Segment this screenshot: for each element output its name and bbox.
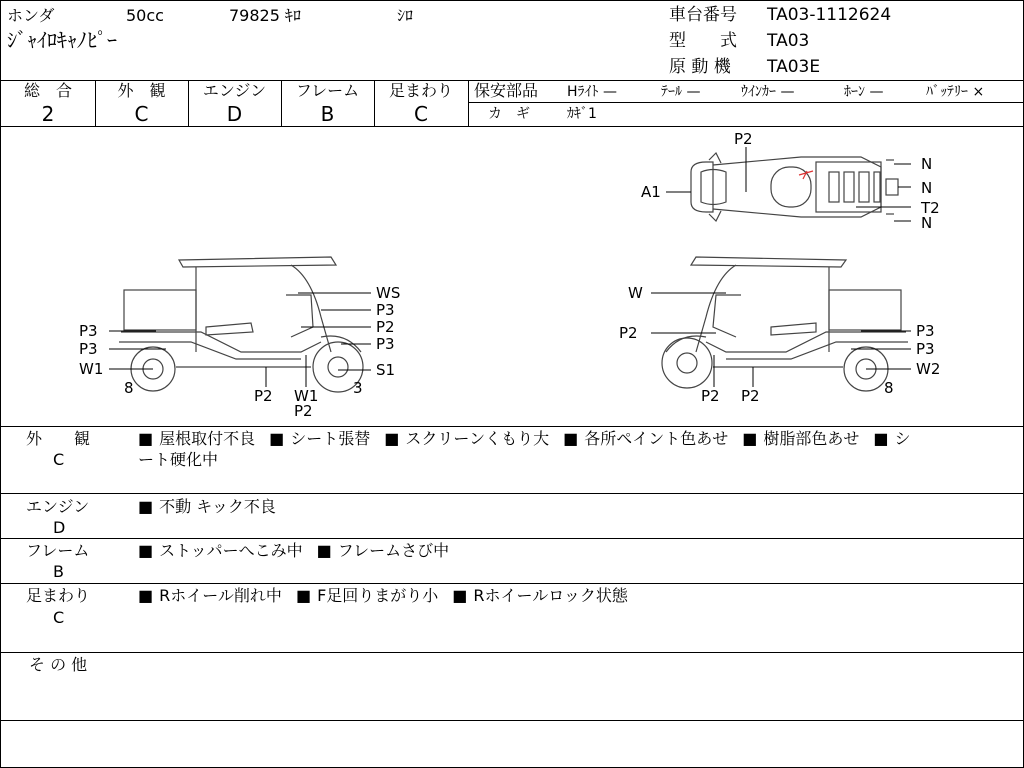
- safety-winker: ｳｲﾝｶｰ —: [741, 84, 795, 100]
- note-suspension-title: 足まわり: [26, 586, 91, 605]
- divider: [468, 102, 1024, 103]
- grade-frame-value: B: [320, 102, 335, 126]
- divider: [1, 720, 1024, 721]
- label-right-8: 8: [884, 379, 894, 397]
- grade-engine-label: エンジン: [202, 81, 267, 100]
- type-value: TA03: [767, 31, 810, 51]
- grade-exterior-value: C: [134, 102, 149, 126]
- note-item: ■ 不動 キック不良: [138, 497, 276, 516]
- note-item: ■ フレームさび中: [317, 541, 450, 560]
- grade-suspension-label: 足まわり: [388, 81, 453, 100]
- label-top-p2: P2: [734, 130, 753, 148]
- grade-engine-value: D: [226, 102, 243, 126]
- divider: [1, 538, 1024, 539]
- label-right-p3a: P3: [916, 322, 935, 340]
- divider: [1, 583, 1024, 584]
- label-right-p2b: P2: [701, 387, 720, 405]
- grade-suspension-value: C: [414, 102, 428, 126]
- label-top-n3: N: [921, 214, 933, 232]
- note-item: ■ 屋根取付不良: [138, 429, 255, 448]
- note-item: ■ Rホイール削れ中: [138, 586, 282, 605]
- divider: [468, 80, 469, 126]
- note-exterior-continuation: ート硬化中: [138, 450, 219, 469]
- label-left-p3b: P3: [376, 335, 395, 353]
- label-right-w2: W2: [916, 360, 941, 378]
- label-left-p3c: P3: [79, 322, 98, 340]
- label-top-n1: N: [921, 155, 933, 173]
- engine-model: TA03E: [767, 57, 821, 77]
- top-view: [691, 153, 898, 221]
- label-top-a1: A1: [641, 183, 661, 201]
- divider: [1, 493, 1024, 494]
- note-item: ■ Rホイールロック状態: [452, 586, 628, 605]
- note-item: ■ シ: [873, 429, 910, 448]
- label-left-p2b: P2: [254, 387, 273, 405]
- note-frame-title: フレーム: [26, 541, 90, 560]
- chassis-label: 車台番号: [669, 5, 737, 25]
- label-right-w: W: [628, 284, 643, 302]
- label-right-p2: P2: [619, 324, 638, 342]
- label-left-8: 8: [124, 379, 134, 397]
- key-label: カ ギ: [488, 106, 530, 122]
- grade-overall-value: 2: [41, 102, 55, 126]
- mileage: 79825 ｷﾛ: [229, 6, 301, 25]
- safety-taillight: ﾃｰﾙ —: [661, 84, 701, 100]
- displacement: 50cc: [126, 6, 164, 25]
- label-left-p2: P2: [376, 318, 395, 336]
- label-left-ws: WS: [376, 284, 401, 302]
- note-exterior-title: 外 観: [26, 429, 91, 448]
- key-value: ｶｷﾞ1: [567, 106, 597, 122]
- grade-overall-label: 総 合: [23, 81, 72, 100]
- note-exterior-items: [138, 428, 925, 450]
- note-engine-title: エンジン: [26, 497, 90, 516]
- safety-title: 保安部品: [474, 81, 539, 100]
- model-name: ｼﾞｬｲﾛｷｬﾉﾋﾟｰ: [7, 28, 117, 52]
- note-other-title: そ の 他: [29, 655, 88, 674]
- note-item: ■ 樹脂部色あせ: [742, 429, 859, 448]
- label-left-w1: W1: [79, 360, 104, 378]
- note-suspension-items: [138, 585, 642, 607]
- note-frame-grade: B: [53, 562, 64, 581]
- left-side-view: [119, 257, 363, 392]
- grade-frame-label: フレーム: [295, 81, 360, 100]
- label-top-t2: T2: [921, 199, 940, 217]
- label-left-3: 3: [353, 379, 363, 397]
- grade-exterior-label: 外 観: [117, 81, 166, 100]
- note-item: ■ スクリーンくもり大: [384, 429, 549, 448]
- right-side-view: [662, 257, 908, 391]
- label-left-w1b: W1: [294, 387, 319, 405]
- note-suspension-grade: C: [53, 608, 65, 627]
- label-left-p3d: P3: [79, 340, 98, 358]
- maker: ホンダ: [7, 6, 55, 25]
- label-right-p3b: P3: [916, 340, 935, 358]
- label-top-n2: N: [921, 179, 933, 197]
- scooter-diagram: [1, 127, 1024, 426]
- note-engine-grade: D: [53, 518, 66, 537]
- divider: [1, 652, 1024, 653]
- label-right-p2c: P2: [741, 387, 760, 405]
- note-item: ■ シート張替: [269, 429, 370, 448]
- color: ｼﾛ: [397, 6, 414, 25]
- note-exterior-grade: C: [53, 450, 65, 469]
- note-item: ■ F足回りまがり小: [296, 586, 438, 605]
- chassis-number: TA03-1112624: [767, 5, 892, 25]
- safety-battery: ﾊﾞｯﾃﾘｰ ×: [926, 84, 985, 100]
- label-left-p3a: P3: [376, 301, 395, 319]
- label-left-s1: S1: [376, 361, 396, 379]
- divider: [1, 426, 1024, 427]
- safety-headlight: Hﾗｲﾄ —: [567, 84, 617, 100]
- note-item: ■ 各所ペイント色あせ: [563, 429, 728, 448]
- note-item: ■ ストッパーへこみ中: [138, 541, 303, 560]
- safety-horn: ﾎｰﾝ —: [844, 84, 884, 100]
- label-left-p2c: P2: [294, 402, 313, 420]
- type-label: 型 式: [669, 31, 737, 51]
- note-engine-items: [138, 496, 290, 518]
- engine-label: 原 動 機: [669, 57, 731, 77]
- note-frame-items: [138, 540, 463, 562]
